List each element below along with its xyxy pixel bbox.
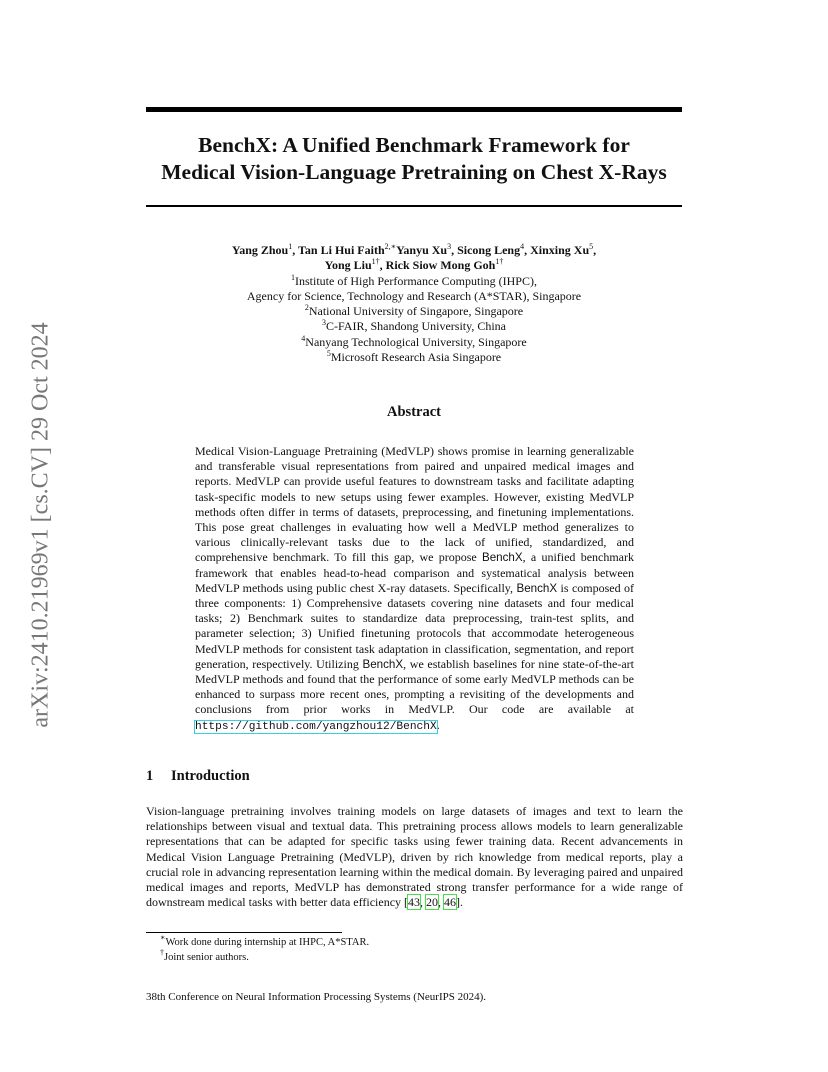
author-names: Yang Zhou$^1$, Tan Li Hui Faith$^{2,∗}$Yanyu Xu$^3$, Sicong Leng$^4$, Xinxing Xu$^5$, Yong Liu$^{1\dagger}$, Rick Siow Mong Goh$^{1\dagger}$ [231, 242, 597, 273]
conference-footer: 38th Conference on Neural Information Processing Systems (NeurIPS 2024). [146, 991, 487, 1003]
footnotes [160, 935, 369, 965]
author: Xinxing Xu [530, 243, 590, 257]
code-url-link[interactable]: https://github.com/yangzhou12/BenchX [195, 720, 437, 733]
footnote-mark: ∗ [160, 933, 166, 942]
author-mark: 3 [447, 242, 452, 251]
author-block [150, 243, 678, 365]
affiliation: $^5$Microsoft Research Asia Singapore [326, 349, 502, 365]
introduction-paragraph: Vision-language pretraining involves training models on large datasets of images and text to learn the relationships between visual and textual data. This pretraining process allows models to learn generalizable representations that can be adapted for specific tasks using fewer training data. Recent advancements in Medical Vision Language Pretraining (MedVLP), driven by rich knowledge from medical reports, play a crucial role in advancing representation learning within the medical domain. By leveraging paired and unpaired medical images and reports, MedVLP has demonstrated strong transfer performance for a wide range of downstream medical tasks with better data efficiency [43, 20, 46]. [146, 804, 683, 910]
benchx-name: BenchX [516, 581, 558, 595]
affiliation-mark: 1 [291, 272, 296, 282]
author: Yang Zhou [231, 243, 289, 257]
citation-link[interactable]: 43 [408, 895, 421, 910]
citation-link[interactable]: 46 [444, 895, 457, 910]
title-top-rule [146, 107, 682, 112]
author-mark: 5 [589, 242, 594, 251]
affiliation-mark: 5 [326, 349, 331, 359]
affiliation-mark: 3 [322, 318, 326, 328]
author-mark: 4 [520, 242, 525, 251]
arxiv-identifier: arXiv:2410.21969v1 [cs.CV] 29 Oct 2024 [27, 322, 54, 728]
title-bottom-rule [146, 205, 682, 207]
author-mark: 1† [495, 257, 504, 267]
affiliation: $^1$Institute of High Performance Computing (IHPC), [291, 272, 537, 288]
affiliation: $^2$National University of Singapore, Singapore [304, 303, 524, 319]
title-line-1: BenchX: A Unified Benchmark Framework for [198, 133, 630, 157]
paper-title [120, 132, 708, 186]
abstract-heading: Abstract [387, 404, 441, 420]
affiliation: $^4$Nanyang Technological University, Singapore [301, 333, 527, 349]
benchx-name: BenchX [481, 551, 523, 565]
citation-link[interactable]: 20 [426, 895, 439, 910]
author: Rick Siow Mong Goh [385, 258, 496, 273]
affiliation: $^3$C-FAIR, Shandong University, China [322, 318, 506, 334]
affiliation-mark: 4 [301, 333, 306, 343]
author: Yong Liu [324, 258, 372, 273]
abstract-body: Medical Vision-Language Pretraining (MedVLP) shows promise in learning generalizable and transferable visual representations from paired and unpaired medical images and reports. MedVLP can provide useful features to downstream tasks and facilitate adapting task-specific models to new setups using fewer examples. However, existing MedVLP methods often differ in terms of datasets, preprocessing, and finetuning implementations. This pose great challenges in evaluating how well a MedVLP method generalizes to various clinically-relevant tasks due to the lack of unified, standardized, and comprehensive benchmark. To fill this gap, we propose BenchX, a unified benchmark framework that enables head-to-head comparison and systematical analysis between MedVLP methods using public chest X-ray datasets. Specifically, BenchX is composed of three components: 1) Comprehensive datasets covering nine datasets and four medical tasks; 2) Benchmark suites to standardize data preprocessing, train-test splits, and parameter selection; 3) Unified finetuning protocols that accommodate heterogeneous MedVLP methods for consistent task adaptation in classification, segmentation, and report generation, respectively. Utilizing BenchX, we establish baselines for nine state-of-the-art MedVLP methods and found that the performance of some early MedVLP methods can be enhanced to surpass more recent ones, prompting a revisiting of the developments and conclusions from prior works in MedVLP. Our code are available at https://github.com/yangzhou12/BenchX. [195, 444, 635, 733]
footnote: †Joint senior authors. [160, 948, 249, 963]
section-heading-introduction [146, 768, 250, 785]
author-mark: 1† [371, 257, 380, 267]
footnote-mark: † [160, 948, 164, 957]
footnote-rule [146, 932, 342, 933]
author: Sicong Leng [457, 243, 521, 257]
author: Yanyu Xu [396, 243, 448, 257]
author: Tan Li Hui Faith [298, 243, 385, 257]
benchx-name: BenchX [362, 657, 404, 671]
affiliation-mark: 2 [304, 303, 309, 313]
title-line-2: Medical Vision-Language Pretraining on Chest X-Rays [161, 160, 667, 184]
section-title: Introduction [171, 768, 250, 784]
affiliation: Agency for Science, Technology and Research (A*STAR), Singapore [246, 288, 582, 303]
author-mark: 2,∗ [384, 242, 397, 251]
footnote: ∗Work done during internship at IHPC, A*STAR. [160, 933, 370, 948]
author-mark: 1 [288, 242, 293, 251]
section-number: 1 [146, 768, 154, 784]
